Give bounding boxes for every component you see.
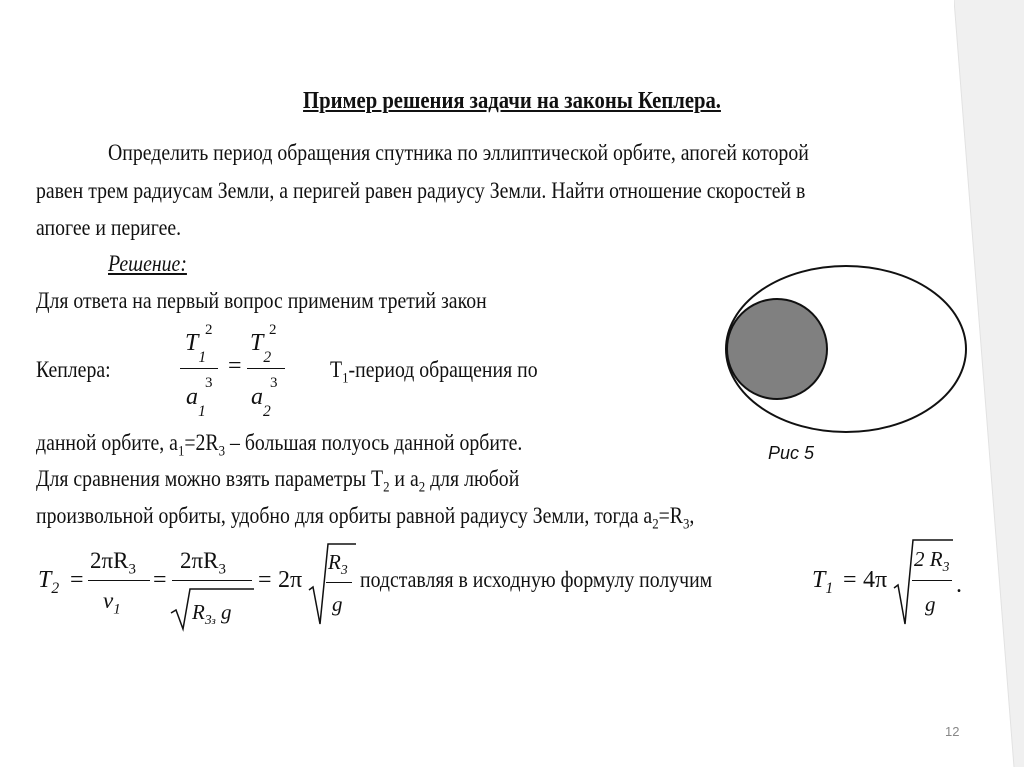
problem-line-3: апогее и перигее.	[36, 215, 182, 240]
earth-circle	[727, 299, 827, 399]
third-law-line: Для ответа на первый вопрос применим третий закон	[36, 288, 487, 313]
figure-caption: Рис 5	[768, 443, 815, 463]
t2-symbol: $T_2$	[38, 567, 60, 597]
t1-description: $T_1$-период обращения по	[330, 357, 538, 387]
t2-coef: 2π	[278, 567, 303, 593]
t2-equals-3: =	[258, 567, 272, 593]
t1-sqrt-den: g	[925, 592, 936, 616]
orbit-figure	[720, 262, 970, 437]
problem-line-1: Определить период обращения спутника по эллиптической орбите, апогей которой	[108, 140, 809, 165]
formula1-den2: $a_2$	[251, 384, 271, 420]
a1-line: данной орбите, $a_1=2R_3$ – большая полуось данной орбите.	[36, 430, 523, 460]
formula1-den2-sup: 3	[270, 375, 278, 391]
fraction-bar	[326, 582, 352, 583]
formula1-num1-sup: 2	[205, 322, 213, 338]
t2-den2: $R_{3з}$ g	[192, 600, 232, 628]
solution-label: Решение:	[108, 251, 187, 276]
arbitrary-orbit-line: произвольной орбиты, удобно для орбиты равной радиусу Земли, тогда $a_2=R_3$,	[36, 503, 695, 533]
t1-symbol: $T_1$	[812, 567, 834, 597]
t1-coef: 4π	[863, 567, 888, 593]
t2-sqrt-num: $R_3$	[328, 550, 348, 578]
t1-period: .	[956, 572, 962, 598]
fraction-bar	[88, 580, 150, 581]
t2-equals-2: =	[153, 567, 167, 593]
formula1-num2: $T_2$	[250, 330, 272, 366]
fraction-bar	[172, 580, 252, 581]
t2-num2: $2\pi R_3$	[180, 548, 226, 578]
t2-equals-1: =	[70, 567, 84, 593]
t1-sqrt-num: 2 $R_3$	[914, 547, 950, 575]
fraction-bar	[247, 368, 285, 369]
page-title: Пример решения задачи на законы Кеплера.	[303, 88, 721, 114]
compare-line: Для сравнения можно взять параметры $T_2$ и $a_2$ для любой	[36, 466, 520, 496]
t2-sqrt-den: g	[332, 592, 343, 616]
formula1-num1: $T_1$	[185, 330, 207, 366]
fraction-bar	[180, 368, 218, 369]
t2-num1: $2\pi R_3$	[90, 548, 136, 578]
formula1-equals: =	[228, 353, 242, 379]
t1-equals: =	[843, 567, 857, 593]
t2-den1: $v_1$	[103, 588, 121, 618]
formula1-den1-sup: 3	[205, 375, 213, 391]
fraction-bar	[912, 580, 952, 581]
page-number: 12	[945, 724, 960, 739]
problem-line-2: равен трем радиусам Земли, а перигей равен радиусу Земли. Найти отношение скоростей в	[36, 178, 806, 203]
kepler-word: Кеплера:	[36, 357, 111, 382]
formula1-num2-sup: 2	[269, 322, 277, 338]
substitute-text: подставляя в исходную формулу получим	[360, 567, 713, 592]
formula1-den1: $a_1$	[186, 384, 206, 420]
